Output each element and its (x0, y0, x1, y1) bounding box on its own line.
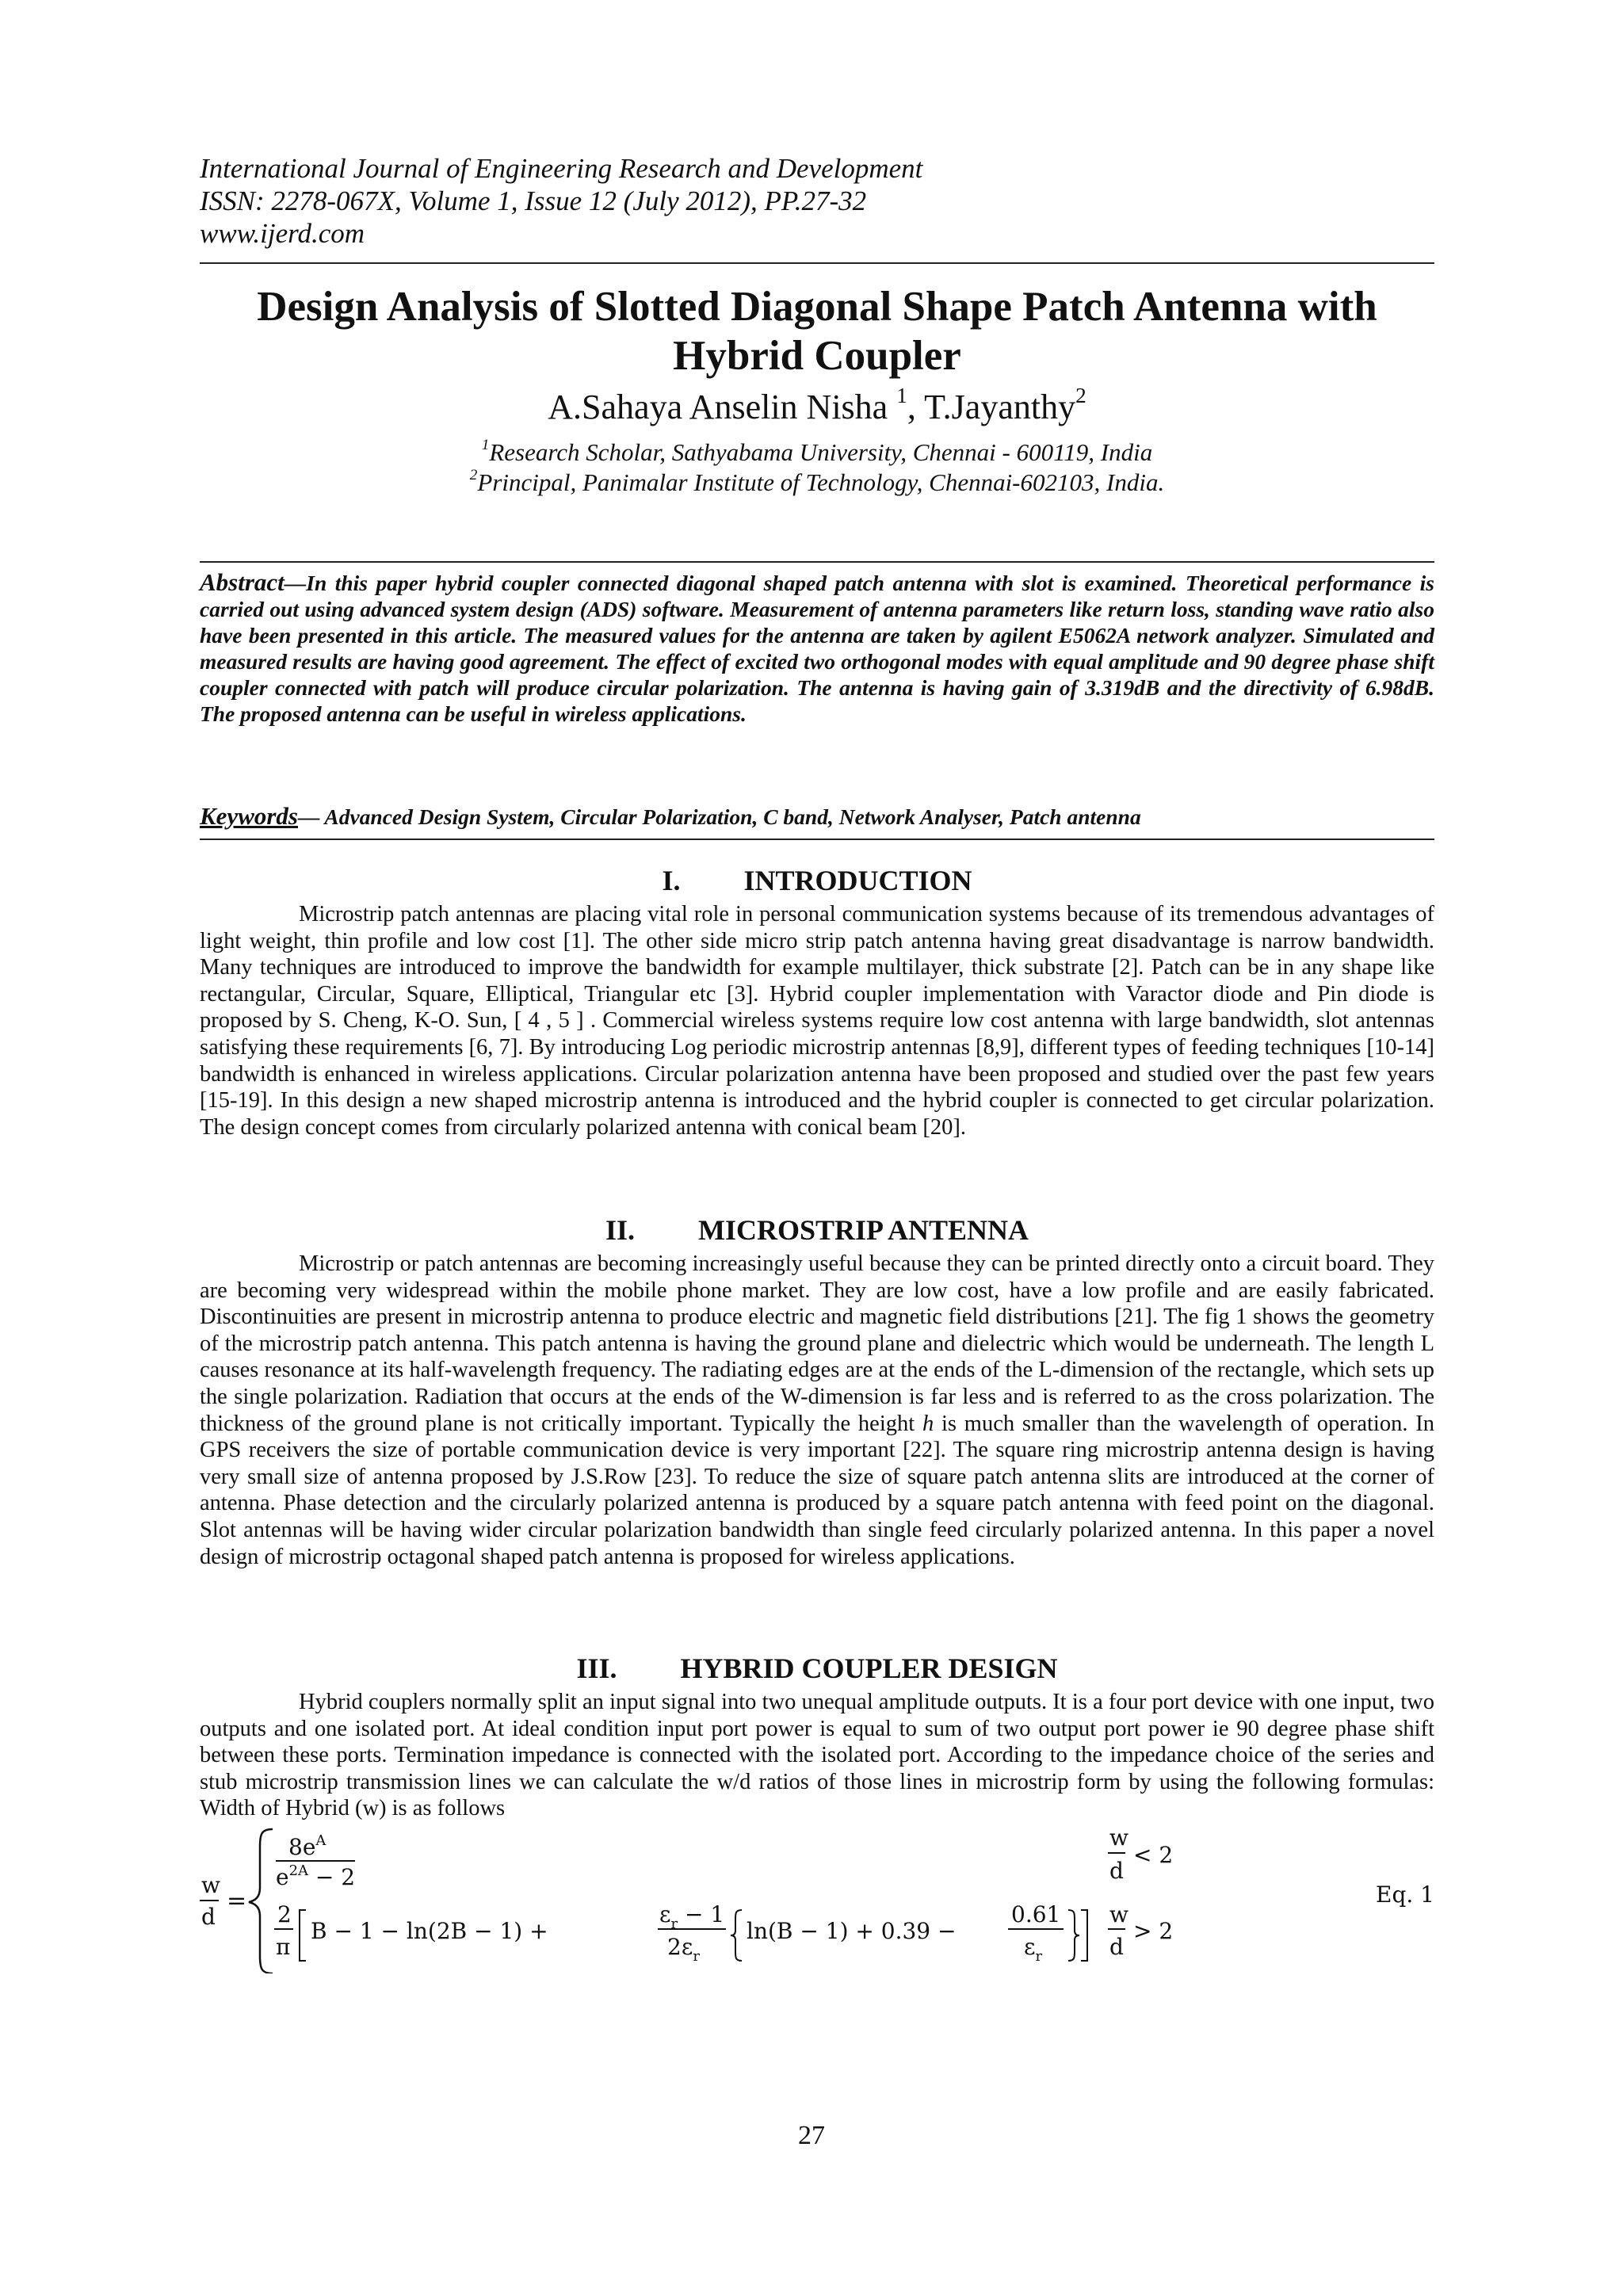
eq-case1-den-tail: − 2 (308, 1864, 356, 1890)
eq-case1-numerator (288, 1832, 327, 1860)
section-2-text-2: is much smaller than the wavelength of operation. In GPS receivers the size of portable communication device is very important [22]. The square ring microstrip antenna design is having very small size of antenna proposed by J.S.Row [23]. To reduce the size of square patch antenna slits are introduced at the corner of antenna. Phase detection and the circularly polarized antenna is produced by a square patch antenna with feed point on the diagonal. Slot antennas will be having wider circular polarization bandwidth than single feed circularly polarized antenna. In this paper a novel design of microstrip octagonal shaped patch antenna is proposed for wireless applications. (200, 1411, 1434, 1569)
eq-epsilon-1: ε (659, 1901, 671, 1927)
equation-1 (200, 1823, 1434, 1973)
eq-inner-left-brace (731, 1910, 742, 1961)
eq-epsilon-2-sub: r (1035, 1948, 1043, 1965)
eq-two-epsilon: 2ε (667, 1934, 693, 1960)
eq-case2-frac-denominator (667, 1934, 700, 1965)
journal-issn: ISSN: 2278-067X, Volume 1, Issue 12 (July 2012), PP.27-32 (200, 185, 867, 216)
eq-two-epsilon-sub: r (693, 1948, 700, 1965)
author-2: T.Jayanthy (924, 388, 1076, 426)
eq-case2-coef-denominator: π (276, 1934, 291, 1960)
eq-equals: = (227, 1887, 247, 1915)
abstract-text: —In this paper hybrid coupler connected diagonal shaped patch antenna with slot is examined. Theoretical performance is carried out using advanced system design (ADS) software. Measurement of antenna parameters like return loss, standing wave ratio also have been presented in this article. The measured values for the antenna are taken by agilent E5062A network analyzer. Simulated and measured results are having good agreement. The effect of excited two orthogonal modes with equal amplitude and 90 degree phase shift coupler connected with patch will produce circular polarization. The antenna is having gain of 3.319dB and the directivity of 6.98dB. The proposed antenna can be useful in wireless applications. (200, 571, 1434, 726)
eq-epsilon-1-sub: r (670, 1916, 678, 1932)
eq-cond1-w: w (1109, 1824, 1128, 1851)
section-1-heading (200, 864, 1434, 897)
abstract-label: Abstract (200, 568, 285, 596)
eq-case2-frac-numerator (659, 1901, 724, 1932)
author-2-sup: 2 (1075, 384, 1086, 408)
keywords-text: — Advanced Design System, Circular Polarization, C band, Network Analyser, Patch antenna (298, 804, 1141, 829)
section-3-body: Hybrid couplers normally split an input signal into two unequal amplitude outputs. It is a four port device with one input, two outputs and one isolated port. At ideal condition input port power is equal to sum of two output port power ie 90 degree phase shift between these ports. Termination impedance is connected with the isolated port. According to the impedance choice of the series and stub microstrip transmission lines we can calculate the w/d ratios of those lines in microstrip form by using the following formulas: Width of Hybrid (w) is as follows (200, 1690, 1434, 1821)
eq-epsilon-2: ε (1024, 1934, 1036, 1960)
section-3-title: HYBRID COUPLER DESIGN (680, 1652, 1058, 1684)
eq-case2-frac2-numerator: 0.61 (1011, 1901, 1061, 1927)
journal-name: International Journal of Engineering Research and Development (200, 153, 923, 184)
affiliation-1-sup: 1 (481, 436, 490, 453)
affiliations (200, 437, 1434, 498)
eq-label: Eq. 1 (1376, 1881, 1434, 1908)
eq-right-bracket (1081, 1910, 1087, 1961)
section-2-body (200, 1251, 1434, 1570)
eq-case1-den-base: e (276, 1864, 289, 1890)
abstract-top-rule (200, 561, 1434, 563)
eq-left-brace (249, 1829, 273, 1973)
journal-website: www.ijerd.com (200, 218, 365, 249)
section-2-text-1: Microstrip or patch antennas are becoming increasingly useful because they can be printed directly onto a circuit board. They are becoming very widespread within the mobile phone market. They are low cost, have a low profile and are easily fabricated. Discontinuities are present in microstrip antenna to produce electric and magnetic field distributions [21]. The fig 1 shows the geometry of the microstrip patch antenna. This patch antenna is having the ground plane and dielectric which would be underneath. The length L causes resonance at its half-wavelength frequency. The radiating edges are at the ends of the L-dimension of the rectangle, which sets up the single polarization. Radiation that occurs at the ends of the W-dimension is far less and is referred to as the cross polarization. The thickness of the ground plane is not critically important. Typically the height (200, 1251, 1434, 1436)
keywords (200, 803, 1434, 830)
eq-cond1-d: d (1109, 1858, 1124, 1884)
eq-cond2-relation: > 2 (1133, 1918, 1174, 1944)
eq-case2-part1: B − 1 − ln(2B − 1) + (311, 1918, 548, 1944)
eq-case1-num-base: 8e (288, 1834, 316, 1860)
header-rule (200, 262, 1434, 264)
abstract (200, 569, 1434, 727)
eq-case2-part2: ln(B − 1) + 0.39 − (747, 1918, 957, 1944)
eq-cond1-relation: < 2 (1133, 1842, 1174, 1868)
eq-case1-denominator (276, 1862, 355, 1890)
affiliation-1 (200, 437, 1434, 468)
section-1-title: INTRODUCTION (743, 865, 972, 896)
author-1-sup: 1 (896, 384, 907, 408)
affiliation-2-sup: 2 (469, 466, 478, 483)
eq-case2-frac-num-tail: − 1 (678, 1901, 725, 1927)
eq-case1-num-sup: A (315, 1832, 327, 1849)
affiliation-2 (200, 468, 1434, 498)
section-1-number: I. (662, 865, 681, 896)
eq-case2-frac2-denominator (1024, 1934, 1043, 1965)
author-1: A.Sahaya Anselin Nisha (548, 388, 888, 426)
eq-lhs-numerator: w (201, 1872, 220, 1898)
height-symbol: h (922, 1411, 934, 1436)
author-separator: , (907, 388, 925, 426)
equation-1-graphic (200, 1823, 1434, 1973)
section-3-heading (200, 1652, 1434, 1685)
eq-case1-den-sup: 2A (288, 1862, 309, 1879)
eq-left-bracket (300, 1910, 306, 1961)
title-line-1: Design Analysis of Slotted Diagonal Shape Patch Antenna with (257, 284, 1377, 330)
section-2-heading (200, 1213, 1434, 1247)
journal-header (200, 152, 1434, 250)
affiliation-2-text: Principal, Panimalar Institute of Technology, Chennai-602103, India. (477, 468, 1165, 496)
eq-inner-right-brace (1068, 1910, 1079, 1961)
eq-cond2-w: w (1109, 1901, 1128, 1927)
authors (200, 384, 1434, 428)
section-1-body: Microstrip patch antennas are placing vital role in personal communication systems because of its tremendous advantages of light weight, thin profile and low cost [1]. The other side micro strip patch antenna having great disadvantage is narrow bandwidth. Many techniques are introduced to improve the bandwidth for example multilayer, thick substrate [2]. Patch can be in any shape like rectangular, Circular, Square, Elliptical, Triangular etc [3]. Hybrid coupler implementation with Varactor diode and Pin diode is proposed by S. Cheng, K-O. Sun, [ 4 , 5 ] . Commercial wireless systems require low cost antenna with large bandwidth, slot antennas satisfying these requirements [6, 7]. By introducing Log periodic microstrip antennas [8,9], different types of feeding techniques [10-14] bandwidth is enhanced in wireless applications. Circular polarization antenna have been proposed and studied over the past few years [15-19]. In this design a new shaped microstrip antenna is introduced and the hybrid coupler is connected to get circular polarization. The design concept comes from circularly polarized antenna with conical beam [20]. (200, 902, 1434, 1140)
section-2-number: II. (605, 1214, 635, 1246)
keywords-label: Keywords (200, 802, 298, 830)
affiliation-1-text: Research Scholar, Sathyabama University, Chennai - 600119, India (489, 438, 1153, 466)
keywords-bottom-rule (200, 839, 1434, 840)
eq-cond2-d: d (1109, 1934, 1124, 1960)
section-3-number: III. (576, 1652, 617, 1684)
section-2-title: MICROSTRIP ANTENNA (697, 1214, 1029, 1246)
eq-case2-coef-numerator: 2 (277, 1901, 292, 1927)
eq-lhs-denominator: d (201, 1904, 216, 1930)
paper-title (200, 282, 1434, 380)
title-line-2: Hybrid Coupler (673, 333, 961, 379)
page-number: 27 (798, 2121, 825, 2150)
